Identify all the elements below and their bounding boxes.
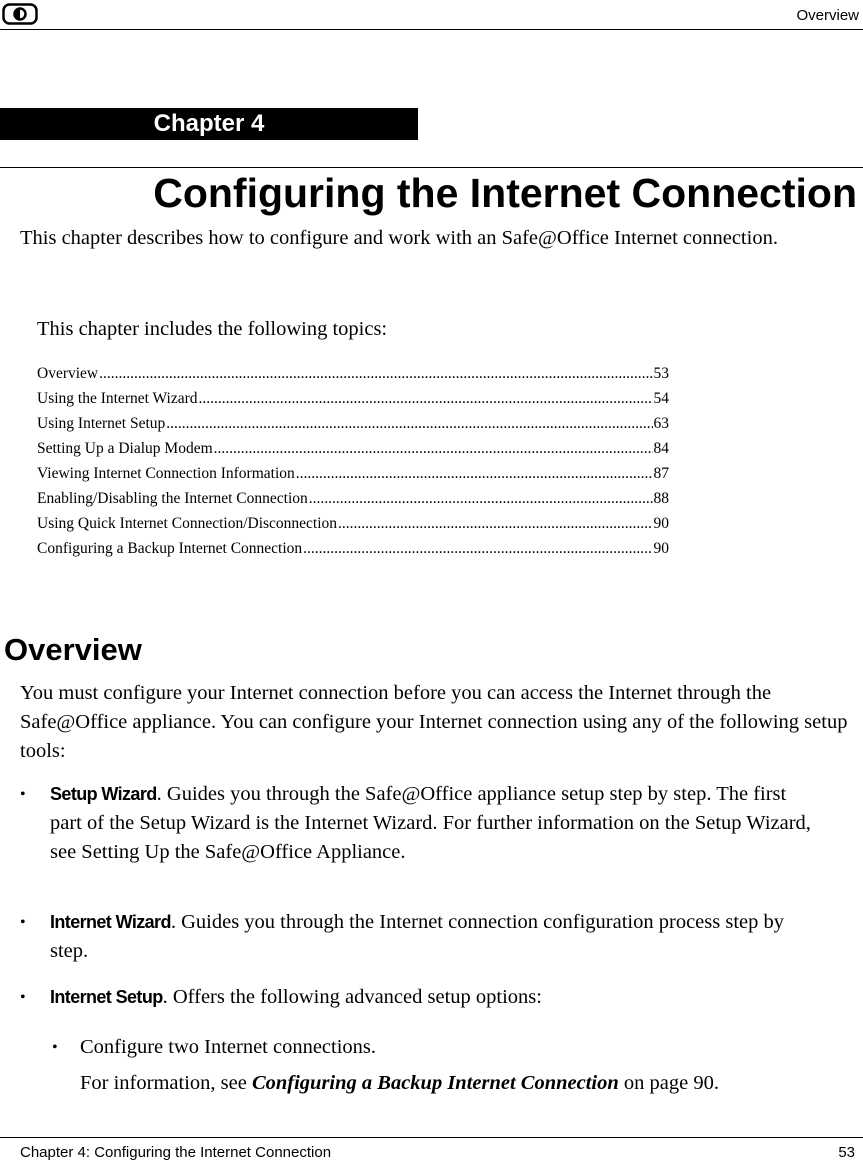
toc-entry[interactable] [37,465,669,490]
bullet-internet-wizard [20,908,820,966]
toc-entry-page[interactable]: 53 [653,365,669,382]
safe-at-office-logo-icon [2,3,38,25]
bullet-text: . Guides you through the Safe@Office appliance setup step by step. The first part of the Setup Wizard is the Internet Wizard. For further information on the Setup Wizard, see Setting Up the Safe@Office Appliance. [50,783,811,863]
bullet-text: . Offers the following advanced setup options: [162,986,542,1008]
bullet-internet-setup [20,983,820,1012]
bullet-setup-wizard [20,780,820,867]
toc-entry-title[interactable]: Setting Up a Dialup Modem [37,440,213,457]
toc-entry-page[interactable]: 84 [653,440,669,457]
bullet-dot-icon: • [20,914,26,931]
chapter-intro: This chapter describes how to configure and work with an Safe@Office Internet connection. [20,227,778,249]
bullet-text: . Guides you through the Internet connection configuration process step by step. [50,911,784,962]
toc-dot-leader [214,440,653,458]
toc-entry-title[interactable]: Viewing Internet Connection Information [37,465,295,482]
toc-dot-leader [166,415,652,433]
toc-entry[interactable] [37,440,669,465]
toc-entry-page[interactable]: 54 [653,390,669,407]
toc-dot-leader [199,390,653,408]
cross-reference-link[interactable]: Configuring a Backup Internet Connection [251,1072,619,1094]
sub-bullet-two-connections [52,1033,376,1062]
toc-entry[interactable] [37,415,669,440]
toc-entry[interactable] [37,365,669,390]
bullet-dot-icon: • [20,786,26,803]
toc-entry-page[interactable]: 63 [653,415,669,432]
toc-entry[interactable] [37,515,669,540]
bullet-term: Internet Setup [50,987,163,1007]
toc-dot-leader [296,465,653,483]
footer-rule [0,1137,863,1138]
overview-heading: Overview [4,632,142,667]
chapter-toc [37,365,669,565]
toc-entry-title[interactable]: Using Quick Internet Connection/Disconnection [37,515,338,532]
chapter-rule [0,167,863,168]
toc-dot-leader [338,515,652,533]
bullet-term: Internet Wizard [50,912,171,932]
footer-chapter-title: Chapter 4: Configuring the Internet Connection [20,1144,332,1161]
bullet-term: Setup Wizard [50,784,157,804]
sub-bullet-text: Configure two Internet connections. [80,1036,377,1058]
footer-page-number: 53 [838,1144,855,1161]
toc-dot-leader [309,490,653,508]
toc-entry-title[interactable]: Configuring a Backup Internet Connection [37,540,303,557]
chapter-label: Chapter 4 [153,110,265,137]
toc-entry[interactable] [37,490,669,515]
toc-entry-page[interactable]: 90 [653,515,669,532]
toc-dot-leader [99,365,652,383]
toc-entry-page[interactable]: 90 [653,540,669,557]
cross-reference-suffix: on page 90. [618,1072,719,1094]
toc-entry-title[interactable]: Enabling/Disabling the Internet Connection [37,490,308,507]
bullet-dot-icon: • [52,1039,58,1056]
toc-entry-page[interactable]: 88 [653,490,669,507]
cross-reference [80,1072,719,1095]
toc-entry[interactable] [37,390,669,415]
toc-dot-leader [303,540,652,558]
header-rule [0,29,863,30]
bullet-dot-icon: • [20,989,26,1006]
cross-reference-prefix: For information, see [80,1072,252,1094]
chapter-title: Configuring the Internet Connection [153,170,857,216]
toc-entry-page[interactable]: 87 [653,465,669,482]
toc-entry-title[interactable]: Using the Internet Wizard [37,390,198,407]
overview-intro: You must configure your Internet connection before you can access the Internet through the Safe@Office appliance. You can configure your Internet connection using any of the following setup tools: [20,682,848,762]
topics-lead: This chapter includes the following topics: [37,318,388,340]
toc-entry-title[interactable]: Overview [37,365,99,382]
toc-entry-title[interactable]: Using Internet Setup [37,415,166,432]
running-header-title: Overview [796,7,859,24]
toc-entry[interactable] [37,540,669,565]
